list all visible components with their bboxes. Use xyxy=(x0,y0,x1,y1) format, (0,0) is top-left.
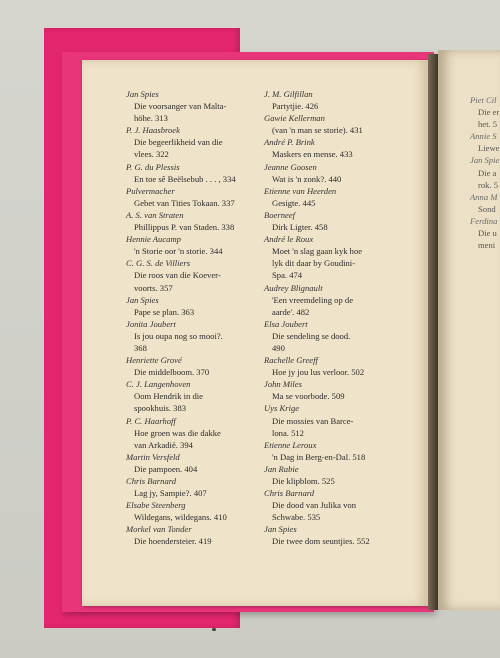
contents-entry xyxy=(126,294,276,318)
author-name: P. G. du Plessis xyxy=(126,161,180,172)
contents-entry xyxy=(264,378,414,402)
contents-entry xyxy=(126,499,276,523)
story-title-line: Die mossies van Barce- xyxy=(272,415,354,426)
contents-entry xyxy=(264,136,414,160)
author-name: Rachelle Greeff xyxy=(264,355,318,366)
story-title-line: Die dood van Julika von xyxy=(272,500,357,511)
contents-entry xyxy=(126,185,276,209)
author-name: Annie S xyxy=(470,131,497,142)
contents-entry xyxy=(126,475,276,499)
story-title-line: 'n Storie oor 'n storie. 344 xyxy=(134,246,223,257)
contents-entry xyxy=(470,130,500,154)
contents-column-left xyxy=(126,88,276,548)
story-title-line: Partytjie. 426 xyxy=(272,101,319,112)
contents-entry xyxy=(470,154,500,190)
story-title-line: 'Een vreemdeling op de xyxy=(272,294,354,305)
author-name: Audrey Blignault xyxy=(264,282,323,293)
story-title-line: Die klipblom. 525 xyxy=(272,476,335,486)
story-title-line: Gebet van Tities Tokaan. 337 xyxy=(134,197,235,208)
author-name: C. J. Langenhoven xyxy=(126,379,191,390)
author-name: Henriette Grové xyxy=(126,355,182,366)
story-title-line: het. 5 xyxy=(478,119,498,130)
contents-entry xyxy=(126,378,276,414)
story-title-line: 368 xyxy=(134,342,147,353)
contents-entry xyxy=(264,161,414,185)
story-title-line: lyk dit daar by Goudini- xyxy=(272,258,356,269)
author-name: Ferdina xyxy=(470,215,498,226)
story-title-line: vlees. 322 xyxy=(134,149,169,160)
author-name: A. S. van Straten xyxy=(126,209,184,220)
contents-entry xyxy=(264,463,414,487)
contents-entry xyxy=(264,282,414,318)
author-name: André le Roux xyxy=(264,234,314,245)
author-name: Boerneef xyxy=(264,209,296,220)
contents-entry xyxy=(264,233,414,281)
author-name: Jeanne Goosen xyxy=(264,161,317,172)
story-title-line: Hoe jy jou lus verloor. 502 xyxy=(272,367,365,378)
contents-entry xyxy=(264,439,414,463)
author-name: Elsa Joubert xyxy=(264,318,308,329)
story-title-line: Sond xyxy=(478,203,496,214)
story-title-line: Oom Hendrik in die xyxy=(134,391,203,402)
author-name: Anna M xyxy=(470,191,498,202)
author-name: J. M. Gilfillan xyxy=(264,89,313,99)
story-title-line: En toe sê Beëlsebub . . . , 334 xyxy=(134,173,236,184)
story-title-line: spookhuis. 383 xyxy=(134,403,187,414)
story-title-line: Die begeerlikheid van die xyxy=(134,137,223,148)
contents-column-right xyxy=(264,88,414,548)
story-title-line: 'n Dag in Berg-en-Dal. 518 xyxy=(272,451,366,462)
story-title-line: 490 xyxy=(272,342,285,353)
story-title-line: Moet 'n slag gaan kyk hoe xyxy=(272,246,363,257)
contents-entry xyxy=(264,185,414,209)
story-title-line: lona. 512 xyxy=(272,427,304,438)
facing-page xyxy=(438,50,500,610)
contents-entry xyxy=(126,415,276,451)
story-title-line: Is jou oupa nog so mooi?. xyxy=(134,330,223,341)
story-title-line: aarde'. 482 xyxy=(272,306,310,317)
contents-entry xyxy=(264,487,414,523)
contents-entry xyxy=(470,215,500,251)
story-title-line: Dirk Ligter. 458 xyxy=(272,222,328,233)
story-title-line: Die middelboom. 370 xyxy=(134,367,210,378)
story-title-line: Die er xyxy=(478,107,500,118)
author-name: Jan Spie xyxy=(470,155,500,166)
facing-page-text xyxy=(470,94,500,251)
story-title-line: Lag jy, Sampie?. 407 xyxy=(134,488,207,499)
author-name: Pulvermacher xyxy=(126,185,175,196)
story-title-line: rok. 5 xyxy=(478,179,499,190)
story-title-line: Spa. 474 xyxy=(272,270,303,281)
story-title-line: Die sendeling se dood. xyxy=(272,330,351,341)
book-page xyxy=(82,60,428,606)
author-name: Morkel van Tonder xyxy=(126,524,192,535)
contents-entry xyxy=(126,257,276,293)
author-name: John Miles xyxy=(264,379,302,390)
contents-entry xyxy=(126,88,276,124)
story-title-line: Die a xyxy=(478,167,497,178)
contents-entry xyxy=(126,161,276,185)
contents-entry xyxy=(470,94,500,130)
story-title-line: Pape se plan. 363 xyxy=(134,306,195,317)
author-name: Uys Krige xyxy=(264,403,300,414)
author-name: Elsabe Steenberg xyxy=(126,500,186,511)
story-title-line: Schwabe. 535 xyxy=(272,512,321,523)
contents-entry xyxy=(126,318,276,354)
contents-entry xyxy=(126,233,276,257)
author-name: André P. Brink xyxy=(264,137,315,148)
author-name: Chris Barnard xyxy=(126,476,177,486)
ink-speck xyxy=(212,628,216,631)
story-title-line: voorts. 357 xyxy=(134,282,173,293)
contents-entry xyxy=(470,191,500,215)
contents-entry xyxy=(264,88,414,112)
author-name: Hennie Aucamp xyxy=(126,234,181,245)
story-title-line: Wat is 'n zonk?. 440 xyxy=(272,173,342,184)
contents-entry xyxy=(264,318,414,354)
author-name: P. J. Haasbroek xyxy=(126,125,180,136)
story-title-line: Gesigte. 445 xyxy=(272,197,316,208)
story-title-line: Liewe xyxy=(478,143,500,154)
story-title-line: Die u xyxy=(478,228,497,239)
contents-entry xyxy=(264,523,414,547)
author-name: Piet Cil xyxy=(470,95,497,105)
author-name: Jan Spies xyxy=(126,89,159,99)
contents-entry xyxy=(126,523,276,547)
story-title-line: Die voorsanger van Malta- xyxy=(134,101,227,112)
book-gutter xyxy=(428,54,438,610)
author-name: Gawie Kellerman xyxy=(264,113,325,124)
story-title-line: Maskers en mense. 433 xyxy=(272,149,353,160)
story-title-line: Phillippus P. van Staden. 338 xyxy=(134,222,235,233)
story-title-line: Die hoendersteier. 419 xyxy=(134,536,212,547)
author-name: Jan Spies xyxy=(264,524,297,535)
author-name: Jonita Joubert xyxy=(126,318,176,329)
author-name: Chris Barnard xyxy=(264,488,315,499)
story-title-line: meni xyxy=(478,240,496,251)
author-name: Jan Rabie xyxy=(264,463,299,474)
author-name: Etienne van Heerden xyxy=(264,185,337,196)
story-title-line: Die twee dom seuntjies. 552 xyxy=(272,536,370,547)
story-title-line: Die pampoen. 404 xyxy=(134,463,198,474)
story-title-line: van Arkadië. 394 xyxy=(134,439,193,450)
author-name: Etienne Leroux xyxy=(264,439,317,450)
contents-entry xyxy=(264,354,414,378)
story-title-line: Hoe groen was die dakke xyxy=(134,427,221,438)
contents-entry xyxy=(126,124,276,160)
author-name: Jan Spies xyxy=(126,294,159,305)
contents-entry xyxy=(126,451,276,475)
author-name: P. C. Haarhoff xyxy=(126,415,176,426)
contents-entry xyxy=(264,402,414,438)
story-title-line: Die roos van die Koever- xyxy=(134,270,221,281)
author-name: C. G. S. de Villiers xyxy=(126,258,191,269)
contents-entry xyxy=(126,209,276,233)
story-title-line: höhe. 313 xyxy=(134,113,168,124)
contents-entry xyxy=(264,112,414,136)
story-title-line: Ma se voorbode. 509 xyxy=(272,391,345,402)
author-name: Martin Versfeld xyxy=(126,451,180,462)
story-title-line: Wildegans, wildegans. 410 xyxy=(134,512,227,523)
contents-entry xyxy=(264,209,414,233)
story-title-line: (van 'n man se storie). 431 xyxy=(272,125,363,136)
contents-entry xyxy=(126,354,276,378)
